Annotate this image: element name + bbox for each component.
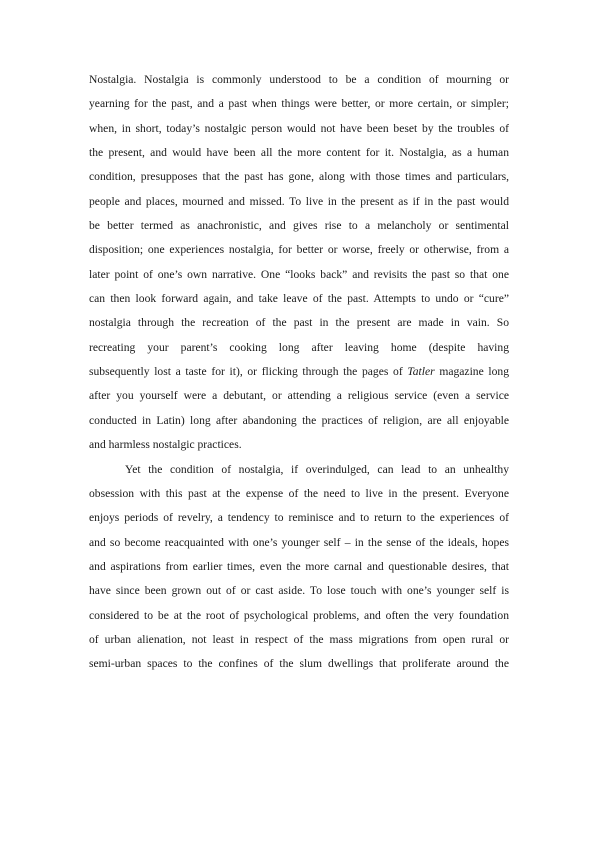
paragraph-1-line: later point of one’s own narrative. One “looks back” and revisits the past so that one — [89, 267, 509, 281]
paragraph-1-line: when, in short, today’s nostalgic person would not have been beset by the troubles of — [89, 121, 509, 135]
paragraph-1-line: conducted in Latin) long after abandoning the practices of religion, are all enjoyable — [89, 413, 509, 427]
paragraph-2-line: and aspirations from earlier times, even the more carnal and questionable desires, that — [89, 559, 509, 573]
magazine-title: Tatler — [407, 365, 435, 379]
paragraph-1-line: people and places, mourned and missed. To live in the present as if in the past would — [89, 194, 509, 208]
paragraph-2-line: have since been grown out of or cast aside. To lose touch with one’s younger self is — [89, 584, 509, 598]
paragraph-1-line: yearning for the past, and a past when things were better, or more certain, or simpler; — [89, 97, 509, 111]
paragraph-1-line: disposition; one experiences nostalgia, for better or worse, freely or otherwise, from a — [89, 243, 509, 257]
paragraph-1-line: can then look forward again, and take leave of the past. Attempts to undo or “cure” — [89, 292, 509, 306]
paragraph-2-line: enjoys periods of revelry, a tendency to reminisce and to return to the experiences of — [89, 511, 509, 525]
paragraph-2-first-line: Yet the condition of nostalgia, if overindulged, can lead to an unhealthy — [125, 462, 509, 476]
line-text-after: magazine long — [434, 365, 510, 379]
paragraph-1-last-line: and harmless nostalgic practices. — [89, 438, 242, 452]
paragraph-2-line: and so become reacquainted with one’s younger self – in the sense of the ideals, hopes — [89, 535, 509, 549]
paragraph-2-line: semi-urban spaces to the confines of the slum dwellings that proliferate around the — [89, 657, 509, 671]
paragraph-1-line: nostalgia through the recreation of the past in the present are made in vain. So — [89, 316, 509, 330]
paragraph-1-line: after you yourself were a debutant, or attending a religious service (even a service — [89, 389, 509, 403]
paragraph-2-line: of urban alienation, not least in respect of the mass migrations from open rural or — [89, 632, 509, 646]
paragraph-1-line-with-italic — [89, 360, 509, 384]
paragraph-1-line: recreating your parent’s cooking long after leaving home (despite having — [89, 340, 509, 354]
paragraph-1-line: Nostalgia. Nostalgia is commonly understood to be a condition of mourning or — [89, 73, 509, 86]
paragraph-1-line: the present, and would have been all the more content for it. Nostalgia, as a human — [89, 146, 509, 160]
paragraph-1-line: be better termed as anachronistic, and gives rise to a melancholy or sentimental — [89, 219, 509, 233]
line-text-before: subsequently lost a taste for it), or flicking through the pages of — [89, 365, 408, 379]
paragraph-2-line: obsession with this past at the expense of the need to live in the present. Everyone — [89, 486, 509, 500]
body-text — [89, 68, 509, 677]
paragraph-1-line: condition, presupposes that the past has gone, along with those times and particulars, — [89, 170, 509, 184]
paragraph-2-line: considered to be at the root of psychological problems, and often the very foundation — [89, 608, 509, 622]
